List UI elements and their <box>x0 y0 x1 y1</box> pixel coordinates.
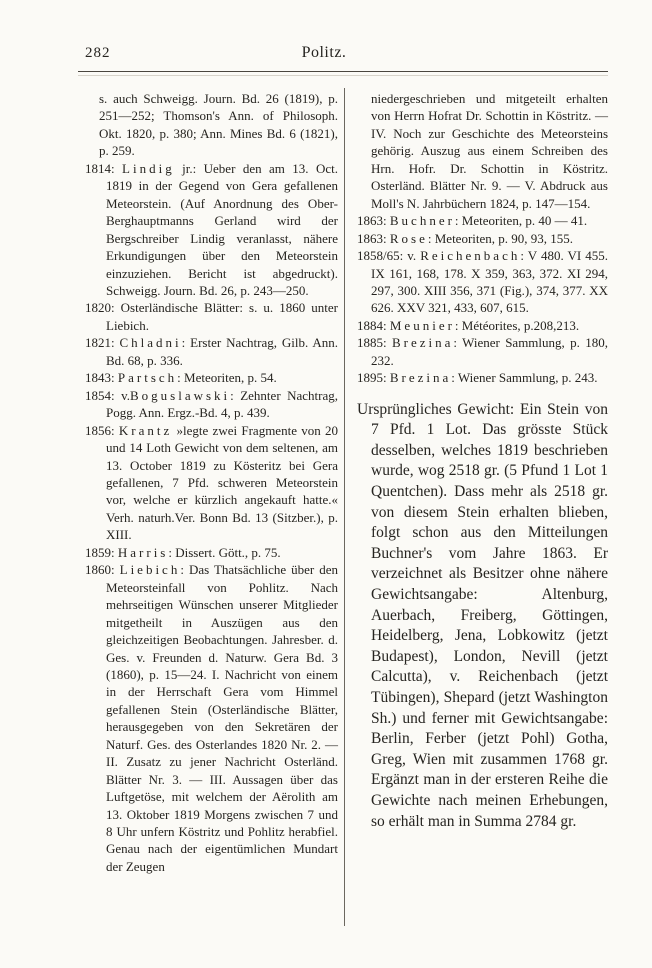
entry-lead: 1885: <box>357 335 392 351</box>
bib-entry-1884 <box>357 317 608 334</box>
entry-author: Liebich <box>119 562 181 578</box>
entry-lead: 1863: <box>357 230 390 246</box>
entry-text: : V 480. VI 455. IX 161, 168, 178. X 359, 363, 372. XI 294, 297, 300. XIII 356, 371 (Fig.), 374, 377. XX 626. XXV 321, 433, 607, 615. <box>371 248 608 316</box>
entry-lead: 1856: <box>85 422 119 438</box>
bib-entry-1863-rose <box>357 230 608 247</box>
entry-text: : Wiener Sammlung, p. 243. <box>451 370 598 386</box>
bib-entry-1859 <box>85 544 338 561</box>
entry-text: : Wiener Sammlung, p. 180, 232. <box>371 335 608 368</box>
entry-text: : Météorites, p.208,213. <box>454 317 580 333</box>
entry-lead: 1854: v. <box>85 387 130 403</box>
entry-lead: 1821: <box>85 335 120 351</box>
entry-text: : Meteoriten, p. 40 — 41. <box>454 213 588 229</box>
entry-author: Brezina <box>389 370 452 386</box>
continuation-paragraph <box>357 90 608 212</box>
entry-text: : Das Thatsächliche über den Meteorsteinfall von Pohlitz. Nach mehrseitigen Wünschen unserer Mitglieder mitgetheilt in Auszügen aus den gleichzeitigen Beobachtungen. Jahresber. d. Ges. v. Freunden d. Naturw. Gera Bd. 3 (1860), p. 15—24. I. Nachricht von einem in der Herrschaft Gera vom Himmel gefallenen Stein (Osterländische Blätter, herausgegeben von den Sekretären der Naturf. Ges. des Osterlandes 1820 Nr. 2. — II. Zusatz zu jener Nachricht Osterländ. Blätter Nr. 3. — III. Aussagen über das Luftgetöse, mit welchem der Aërolith am 13. Oktober 1819 Morgens zwischen 7 und 8 Uhr unfern Köstritz und Pohlitz herabfiel. Genau nach der eigentümlichen Mundart der Zeugen <box>106 562 338 874</box>
bib-entry-1860 <box>85 561 338 875</box>
entry-lead: 1820: <box>85 300 121 316</box>
bib-entry-1858-65 <box>357 247 608 317</box>
right-column <box>357 90 608 832</box>
entry-author: Chladni <box>119 335 182 351</box>
entry-author: Boguslawski <box>129 387 231 403</box>
entry-lead: 1859: <box>85 544 118 560</box>
entry-text: niedergeschrieben und mitgeteilt erhalten von Herrn Hofrat Dr. Schottin in Köstritz. — IV. Noch zur Geschichte des Meteorsteins gehörig. Auszug aus einem Schreiben des Hrn. Hofr. Dr. Schottin in Köstritz. Osterländ. Blätter Nr. 9. — V. Abdruck aus Moll's N. Jahrbüchern 1824, p. 147—154. <box>371 91 608 211</box>
entry-author: Harris <box>117 544 169 560</box>
bib-entry-1856 <box>85 422 338 544</box>
entry-text: : Zehnter Nachtrag, Pogg. Ann. Ergz.-Bd. 4, p. 439. <box>106 387 338 421</box>
entry-text: »legte zwei Fragmente von 20 und 14 Loth Gewicht von dem seltenen, am 13. October 1819 zu Kösteritz bei Gera gefallenen, 7 Pfd. schweren Meteorstein vor, welche er kürzlich angekauft hatte.« Verh. naturh.Ver. Bonn Bd. 13 (Sitzber.), p. XIII. <box>106 422 338 543</box>
bib-entry-1885 <box>357 334 608 369</box>
entry-author: Lindig <box>122 160 175 176</box>
entry-lead: 1860: <box>85 562 120 578</box>
entry-lead: 1863: <box>357 213 390 229</box>
bib-entry-1821 <box>85 334 338 369</box>
entry-author: Partsch <box>117 370 178 386</box>
entry-lead: 1843: <box>85 370 118 386</box>
entry-author: Krantz <box>118 422 173 438</box>
entry-author: Brezina <box>391 335 454 351</box>
entry-text: : Meteoriten, p. 90, 93, 155. <box>427 230 574 246</box>
entry-lead: 1858/65: v. <box>357 248 421 264</box>
entry-author: Reichenbach <box>420 248 521 264</box>
entry-lead: 1884: <box>357 317 390 333</box>
entry-text: : Dissert. Gött., p. 75. <box>168 544 281 560</box>
weight-paragraph: Ursprüngliches Gewicht: Ein Stein von 7 Pfd. 1 Lot. Das grösste Stück desselben, welches 1819 beschrieben wurde, wog 2518 gr. (5 Pfund 1 Lot 1 Quentchen). Dass mehr als 2518 gr. von diesem Stein erhalten blieben, folgt schon aus den Mitteilungen Buchner's vom Jahre 1863. Er verzeichnet als Besitzer ohne nähere Gewichtsangabe: Altenburg, Auerbach, Freiberg, Göttingen, Heidelberg, Jena, Lobkowitz (jetzt Budapest), London, Nevill (jetzt Calcutta), v. Reichenbach (jetzt Tübingen), Shepard (jetzt Washington Sh.) und ferner mit Gewichtsangabe: Berlin, Ferber (jetzt Pohl) Gotha, Greg, Wien mit zusammen 1768 gr. Ergänzt man in der ersteren Reihe die Gewichte nach meinen Erhebungen, so erhält man in Summa 2784 gr. <box>357 400 608 830</box>
bib-entry-1843 <box>85 369 338 386</box>
bib-entry-1863-buchner <box>357 212 608 229</box>
entry-lead: 1814: <box>85 160 123 176</box>
entry-text: jr.: Ueber den am 13. Oct. 1819 in der Gegend von Gera gefallenen Meteorstein. (Auf Anordnung des Ober-Berghauptmanns Gerland wird der Bergschreiber Lindig veranlasst, nähere Erkundigungen über den Meteorstein einzuziehen. Bericht ist abgedruckt). Schweigg. Journ. Bd. 26, p. 243—250. <box>106 160 339 298</box>
entry-lead: 1895: <box>357 370 390 386</box>
bib-entry-1854 <box>85 387 338 422</box>
entry-author: Meunier <box>389 317 455 333</box>
entry-text: s. auch Schweigg. Journ. Bd. 26 (1819), p. 251—252; Thomson's Ann. of Philosoph. Okt. 1820, p. 380; Ann. Mines Bd. 6 (1821), p. 259. <box>99 91 338 159</box>
entry-author: Rose <box>389 230 428 246</box>
entry-author: Buchner <box>389 213 455 229</box>
bib-entry-1820 <box>85 299 338 334</box>
entry-text: : Meteoriten, p. 54. <box>177 370 277 386</box>
page-number: 282 <box>85 45 111 61</box>
column-divider <box>344 88 345 926</box>
entry-text: Osterländische Blätter: s. u. 1860 unter Liebich. <box>106 300 338 333</box>
header-rule <box>78 71 608 76</box>
continuation-paragraph <box>85 90 338 160</box>
bib-entry-1814 <box>85 160 338 300</box>
bib-entry-1895 <box>357 369 608 386</box>
page-title: Politz. <box>301 44 347 61</box>
entry-text: : Erster Nachtrag, Gilb. Ann. Bd. 68, p. 336. <box>106 335 338 368</box>
left-column <box>85 90 338 875</box>
